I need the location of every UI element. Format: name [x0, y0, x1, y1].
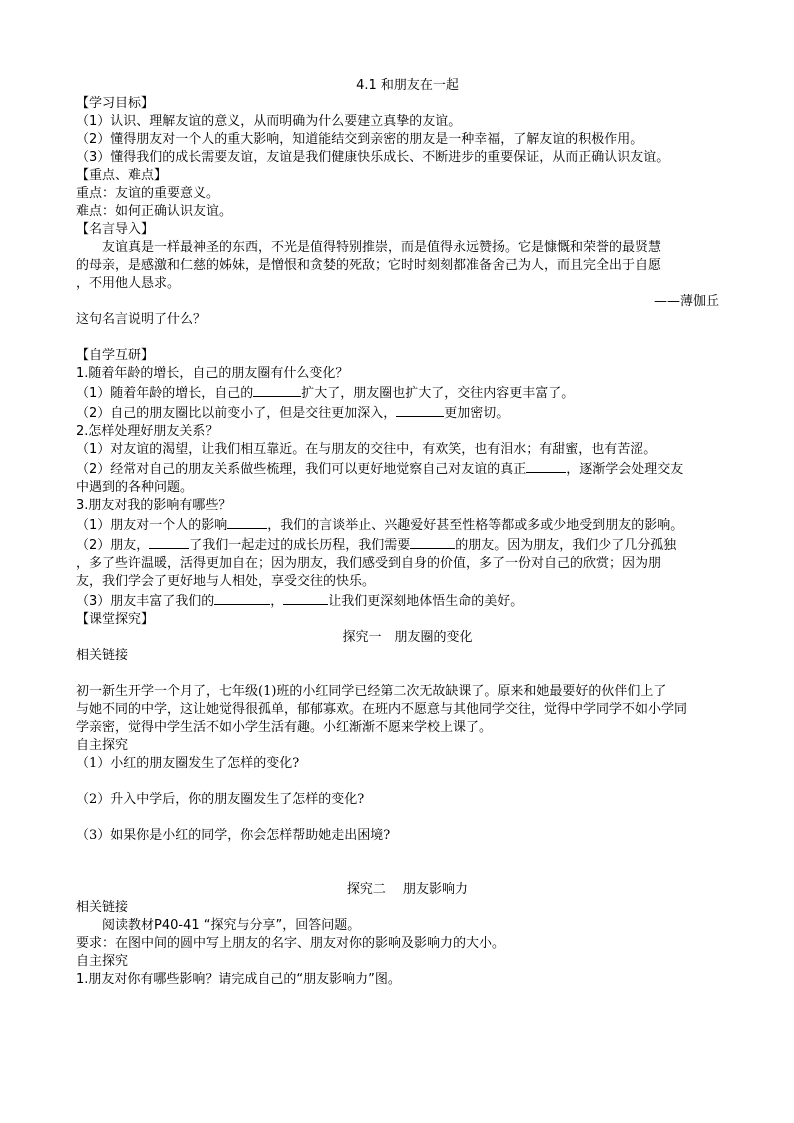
difficulty-point: 难点：如何正确认识友谊。 — [76, 204, 233, 219]
story-line-2: 与她不同的中学，这让她觉得很孤单，郁郁寡欢。在班内不愿意与其他同学交往，觉得中学同学不如小学同 — [76, 702, 688, 717]
self-study-q3b-line2: ，多了些许温暖，活得更加自在；因为朋友，我们感受到自身的价值，多了一份对自己的欣赏；因为朋 — [76, 556, 662, 571]
page-title: 4.1 和朋友在一起 — [356, 78, 459, 93]
q3c-suffix: 让我们更深刻地体悟生命的美好。 — [328, 594, 524, 609]
q3b-middle: 了我们一起走过的成长历程，我们需要 — [189, 538, 411, 553]
self-study-q1b — [76, 403, 719, 423]
self-study-q3a — [76, 515, 719, 535]
q1a-suffix: 扩大了，朋友圈也扩大了，交往内容更丰富了。 — [301, 386, 575, 401]
explore-part2-self: 自主探究 — [76, 954, 129, 969]
quote-heading: 【名言导入】 — [76, 222, 155, 237]
explore-part1-q1: （1）小红的朋友圈发生了怎样的变化? — [76, 756, 300, 771]
q1a-prefix: （1）随着年龄的增长，自己的 — [76, 386, 254, 401]
fill-blank[interactable] — [214, 591, 270, 605]
self-study-q3b — [76, 535, 719, 555]
goals-heading: 【学习目标】 — [76, 96, 155, 111]
quote-question: 这句名言说明了什么？ — [76, 312, 207, 327]
self-study-q3: 3.朋友对我的影响有哪些？ — [76, 498, 232, 513]
explore-part2-read: 阅读教材P40-41 “探究与分享”，回答问题。 — [102, 918, 361, 933]
self-study-q1a — [76, 383, 719, 403]
self-study-q3c — [76, 591, 719, 611]
fill-blank[interactable] — [410, 535, 455, 549]
quote-line-2: 的母亲，是感激和仁慈的姊妹，是憎恨和贪婪的死敌；它时时刻刻都准备舍己为人，而且完全出于自愿 — [76, 258, 662, 273]
explore-heading: 【课堂探究】 — [76, 612, 155, 627]
explore-part2-title: 探究二 朋友影响力 — [346, 882, 469, 897]
q3b-prefix: （2）朋友， — [76, 538, 150, 553]
goal-item-2: （2）懂得朋友对一个人的重大影响，知道能结交到亲密的朋友是一种幸福，了解友谊的积极作用。 — [76, 132, 644, 147]
explore-part2-q1: 1.朋友对你有哪些影响？请完成自己的“朋友影响力”图。 — [76, 972, 401, 987]
quote-line-3: ，不用他人恳求。 — [76, 276, 181, 291]
goal-item-1: （1）认识、理解友谊的意义，从而明确为什么要建立真挚的友谊。 — [76, 114, 462, 129]
q3b-suffix: 的朋友。因为朋友，我们少了几分孤独 — [455, 538, 677, 553]
q2b-suffix: ，逐渐学会处理交友 — [566, 462, 684, 477]
explore-part2-link: 相关链接 — [76, 900, 129, 915]
self-study-q2b-line2: 中遇到的各种问题。 — [76, 480, 194, 495]
key-point: 重点：友谊的重要意义。 — [76, 186, 220, 201]
explore-part1-q3: （3）如果你是小红的同学，你会怎样帮助她走出困境? — [76, 828, 391, 843]
keys-heading: 【重点、难点】 — [76, 168, 168, 183]
fill-blank[interactable] — [227, 515, 267, 529]
q2b-prefix: （2）经常对自己的朋友关系做些梳理，我们可以更好地觉察自己对友谊的真正 — [76, 462, 527, 477]
quote-author: ——薄伽丘 — [653, 294, 719, 309]
explore-part1-self: 自主探究 — [76, 738, 129, 753]
self-study-q1: 1.随着年龄的增长，自己的朋友圈有什么变化？ — [76, 366, 349, 381]
q3a-suffix: ，我们的言谈举止、兴趣爱好甚至性格等都或多或少地受到朋友的影响。 — [267, 518, 684, 533]
q3c-middle: ， — [270, 594, 284, 609]
explore-part2-requirement: 要求：在图中间的圆中写上朋友的名字、朋友对你的影响及影响力的大小。 — [76, 936, 506, 951]
explore-part1-title: 探究一 朋友圈的变化 — [342, 630, 473, 645]
story-line-3: 学亲密，觉得中学生活不如小学生活有趣。小红渐渐不愿来学校上课了。 — [76, 720, 493, 735]
explore-part1-link: 相关链接 — [76, 648, 129, 663]
fill-blank[interactable] — [396, 403, 444, 417]
self-study-q2: 2.怎样处理好朋友关系？ — [76, 424, 219, 439]
q3a-prefix: （1）朋友对一个人的影响 — [76, 518, 228, 533]
fill-blank[interactable] — [283, 591, 328, 605]
fill-blank[interactable] — [526, 459, 566, 473]
self-study-q2a: （1）对友谊的渴望，让我们相互靠近。在与朋友的交往中，有欢笑，也有泪水；有甜蜜，也有苦涩。 — [76, 442, 657, 457]
story-line-1: 初一新生开学一个月了，七年级(1)班的小红同学已经第二次无故缺课了。原来和她最要好的伙伴们上了 — [76, 684, 667, 699]
document-page — [76, 77, 719, 989]
quote-line-1: 友谊真是一样最神圣的东西，不光是值得特别推崇，而是值得永远赞扬。它是慷慨和荣誉的最贤慧 — [102, 240, 662, 255]
explore-part1-q2: （2）升入中学后，你的朋友圈发生了怎样的变化? — [76, 792, 365, 807]
fill-blank[interactable] — [149, 535, 189, 549]
goal-item-3: （3）懂得我们的成长需要友谊，友谊是我们健康快乐成长、不断进步的重要保证，从而正确认识友谊。 — [76, 150, 670, 165]
q3c-prefix: （3）朋友丰富了我们的 — [76, 594, 215, 609]
self-study-heading: 【自学互研】 — [76, 348, 155, 363]
self-study-q3b-line3: 友，我们学会了更好地与人相处，享受交往的快乐。 — [76, 574, 376, 589]
fill-blank[interactable] — [253, 383, 301, 397]
q1b-prefix: （2）自己的朋友圈比以前变小了，但是交往更加深入， — [76, 406, 397, 421]
self-study-q2b — [76, 459, 719, 479]
q1b-suffix: 更加密切。 — [444, 406, 510, 421]
